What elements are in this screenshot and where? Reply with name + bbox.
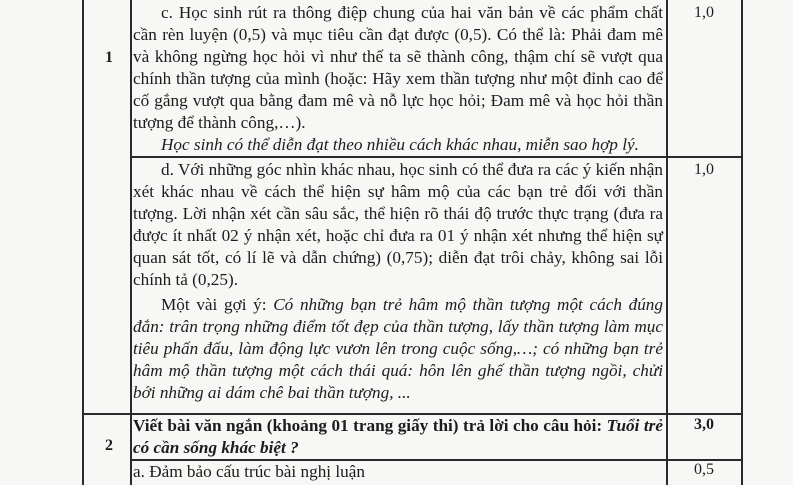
part-d-score: 1,0 [694, 161, 714, 178]
question-number: 1 [105, 49, 113, 66]
essay-question [133, 415, 663, 459]
criterion-a: a. Đảm bảo cấu trúc bài nghị luận [133, 462, 365, 481]
essay-question-topic: Tuổi trẻ có cần sống khác biệt ? [133, 416, 663, 457]
suggestion-lead: Một vài gợi ý: [161, 295, 274, 314]
essay-question-text [133, 415, 663, 459]
part-c-note: Học sinh có thể diễn đạt theo nhiều cách khác nhau, miễn sao hợp lý. [161, 135, 639, 154]
part-d-text: d. Với những góc nhìn khác nhau, học sinh có thể đưa ra các ý kiến nhận xét khác nhau về cách thể hiện sự hâm mộ của các bạn trẻ đối với thần tượng. Lời nhận xét cần sâu sắc, thể hiện rõ thái độ trước thực trạng (đưa ra được ít nhất 02 ý nhận xét, hoặc chỉ đưa ra 01 ý nhận xét nhưng thể hiện sự quan sát tốt, có lí lẽ và dẫn chứng) (0,75); diễn đạt trôi chảy, không sai lỗi chính tả (0,25). [133, 160, 663, 289]
part-d-suggestion [133, 294, 663, 404]
essay-score: 3,0 [694, 416, 714, 433]
question-number: 2 [105, 437, 113, 454]
row-divider-c-d [130, 156, 742, 158]
answer-part-c [133, 2, 663, 156]
suggestion-text: Có những bạn trẻ hâm mộ thần tượng một cách đúng đắn: trân trọng những điểm tốt đẹp của thần tượng, lấy thần tượng làm mục tiêu phấn đấu, làm động lực vươn lên trong cuộc sống,…; có những bạn trẻ hâm mộ thần tượng một cách thái quá: hôn lên ghế thần tượng ngồi, chửi bới những ai dám chê bai thần tượng, ... [133, 295, 663, 402]
essay-question-lead: Viết bài văn ngắn (khoảng 01 trang giấy thi) trả lời cho câu hỏi: [133, 416, 607, 435]
criterion-a-score: 0,5 [694, 461, 714, 478]
part-c-score: 1,0 [694, 4, 714, 21]
answer-part-d [133, 159, 663, 404]
part-c-text: c. Học sinh rút ra thông điệp chung của hai văn bản về các phẩm chất cần rèn luyện (0,5) và mục tiêu cần đạt được (0,5). Có thể là: Phải đam mê và không ngừng học hỏi vì như thế ta sẽ thành công, thậm chí sẽ vượt qua chính thần tượng của mình (hoặc: Hãy xem thần tượng như một đỉnh cao để cố gắng vượt qua bằng đam mê và nỗ lực học hỏi; Đam mê và học hỏi thần tượng để thành công,…). [133, 3, 663, 132]
